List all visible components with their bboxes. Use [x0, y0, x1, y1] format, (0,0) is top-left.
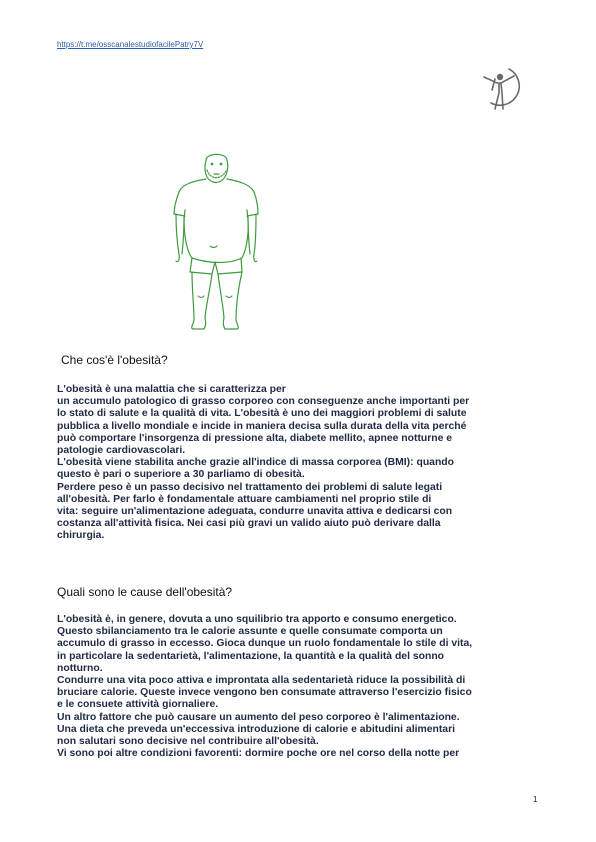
- text-line: Vi sono poi altre condizioni favorenti: dormire poche ore nel corso della notte per: [57, 748, 460, 760]
- text-line: può comportare l'insorgenza di pressione alta, diabete mellito, apnee notturne e: [57, 432, 453, 444]
- vitruvian-figure-logo-icon: [481, 63, 523, 111]
- text-line: lo stato di salute e la qualità di vita. L'obesità è uno dei maggiori problemi di salute: [57, 408, 467, 420]
- overweight-person-icon: [160, 150, 272, 332]
- text-line: Questo sbilanciamento tra le calorie assunte e quelle consumate comporta un: [57, 626, 443, 638]
- text-line: un accumulo patologico di grasso corporeo con conseguenze anche importanti per: [57, 396, 470, 408]
- paragraph-causes: [57, 614, 472, 760]
- text-line: chirurgia.: [57, 530, 105, 542]
- text-line: e le consuete attività giornaliere.: [57, 699, 219, 711]
- telegram-link[interactable]: https://t.me/osscanalestudiofacilePatry7V: [57, 40, 204, 49]
- text-line: Un altro fattore che può causare un aumento del peso corporeo è l'alimentazione.: [57, 711, 460, 723]
- text-line: pubblica a livello mondiale e incide in maniera decisa sulla durata della vita perché: [57, 420, 467, 432]
- text-line: L'obesità è una malattia che si caratterizza per: [57, 384, 286, 395]
- text-line: costanza all'attività fisica. Nei casi più gravi un valido aiuto può derivare dalla: [57, 518, 441, 530]
- text-line: Perdere peso è un passo decisivo nel trattamento dei problemi di salute legati: [57, 481, 443, 493]
- text-line: non salutari sono decisive nel contribuire all'obesità.: [57, 736, 319, 748]
- text-line: bruciare calorie. Queste invece vengono ben consumate attraverso l'esercizio fisico: [57, 687, 472, 699]
- text-line: L'obesità è, in genere, dovuta a uno squilibrio tra apporto e consumo energetico.: [57, 614, 457, 625]
- text-line: notturno.: [57, 662, 103, 674]
- text-line: all'obesità. Per farlo è fondamentale attuare cambiamenti nel proprio stile di: [57, 493, 432, 505]
- text-line: Condurre una vita poco attiva e improntata alla sedentarietà riduce la possibilità di: [57, 675, 466, 687]
- paragraph-definition: [57, 384, 469, 543]
- section-heading-what-is-obesity: Che cos'è l'obesità?: [61, 353, 168, 367]
- text-line: in particolare la sedentarietà, l'alimentazione, la quantità e la qualità del sonno: [57, 650, 445, 662]
- text-line: L'obesità viene stabilita anche grazie all'indice di massa corporea (BMI): quando: [57, 457, 455, 469]
- text-line: Una dieta che preveda un'eccessiva introduzione di calorie e abitudini alimentari: [57, 723, 456, 735]
- page-number: 1: [533, 795, 538, 804]
- section-heading-causes: Quali sono le cause dell'obesità?: [57, 585, 233, 599]
- text-line: patologie cardiovascolari.: [57, 445, 186, 457]
- text-line: accumulo di grasso in eccesso. Gioca dunque un ruolo fondamentale lo stile di vita,: [57, 638, 473, 650]
- text-line: vita: seguire un'alimentazione adeguata, condurre unavita attiva e dedicarsi con: [57, 506, 453, 518]
- text-line: questo è pari o superiore a 30 parliamo di obesità.: [57, 469, 305, 481]
